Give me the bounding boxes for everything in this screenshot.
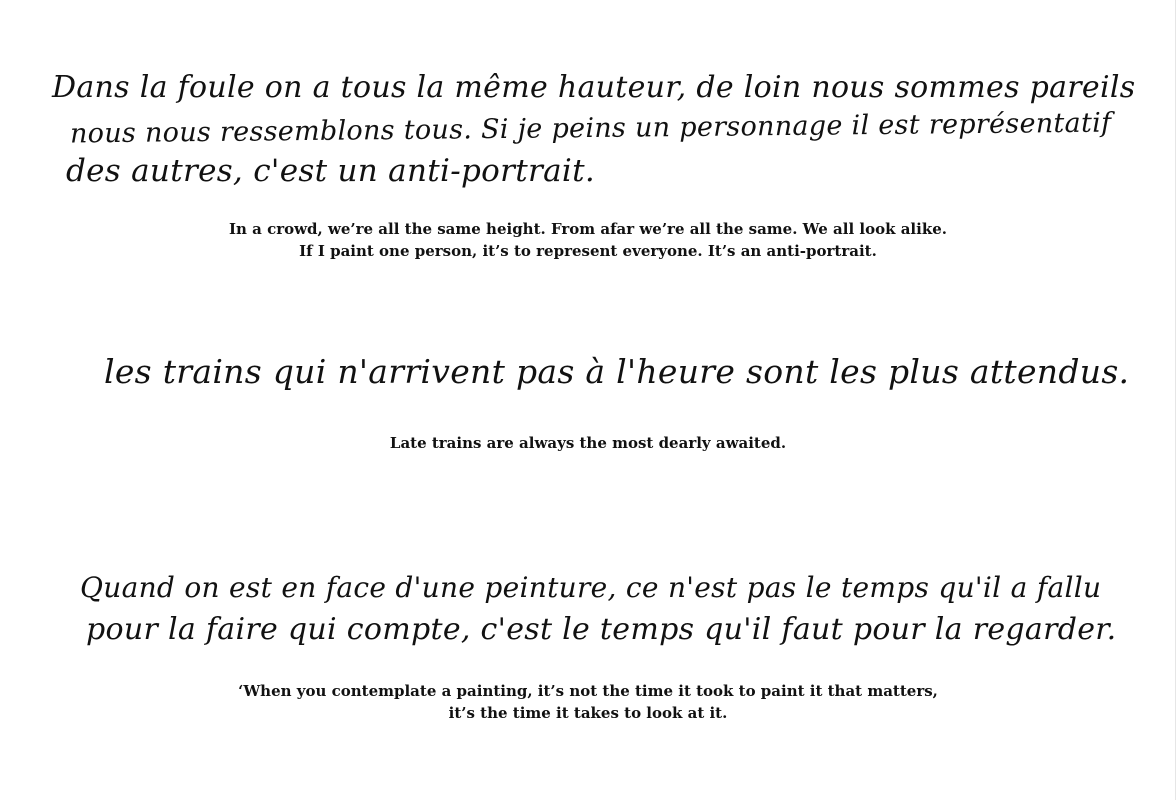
translation-line: ‘When you contemplate a painting, it’s not the time it took to paint it that matters, bbox=[238, 682, 938, 700]
translation-line: If I paint one person, it’s to represent everyone. It’s an anti-portrait. bbox=[299, 242, 877, 260]
translation-text bbox=[0, 680, 1176, 724]
handwritten-line: nous nous ressemblons tous. Si je peins un personnage il est représentatif bbox=[69, 107, 1112, 150]
translation-line: it’s the time it takes to look at it. bbox=[448, 704, 728, 722]
handwritten-line: les trains qui n'arrivent pas à l'heure sont les plus attendus. bbox=[104, 352, 1130, 391]
handwritten-line: Dans la foule on a tous la même hauteur, de loin nous sommes pareils bbox=[52, 70, 1136, 105]
translation-line: In a crowd, we’re all the same height. From afar we’re all the same. We all look alike. bbox=[228, 220, 947, 238]
handwritten-line: pour la faire qui compte, c'est le temps qu'il faut pour la regarder. bbox=[86, 612, 1117, 647]
handwritten-line: des autres, c'est un anti-portrait. bbox=[66, 153, 595, 189]
translation-text bbox=[0, 432, 1176, 454]
translation-text bbox=[0, 218, 1176, 262]
translation-line: Late trains are always the most dearly awaited. bbox=[389, 434, 787, 452]
handwritten-line: Quand on est en face d'une peinture, ce n'est pas le temps qu'il a fallu bbox=[80, 571, 1102, 604]
